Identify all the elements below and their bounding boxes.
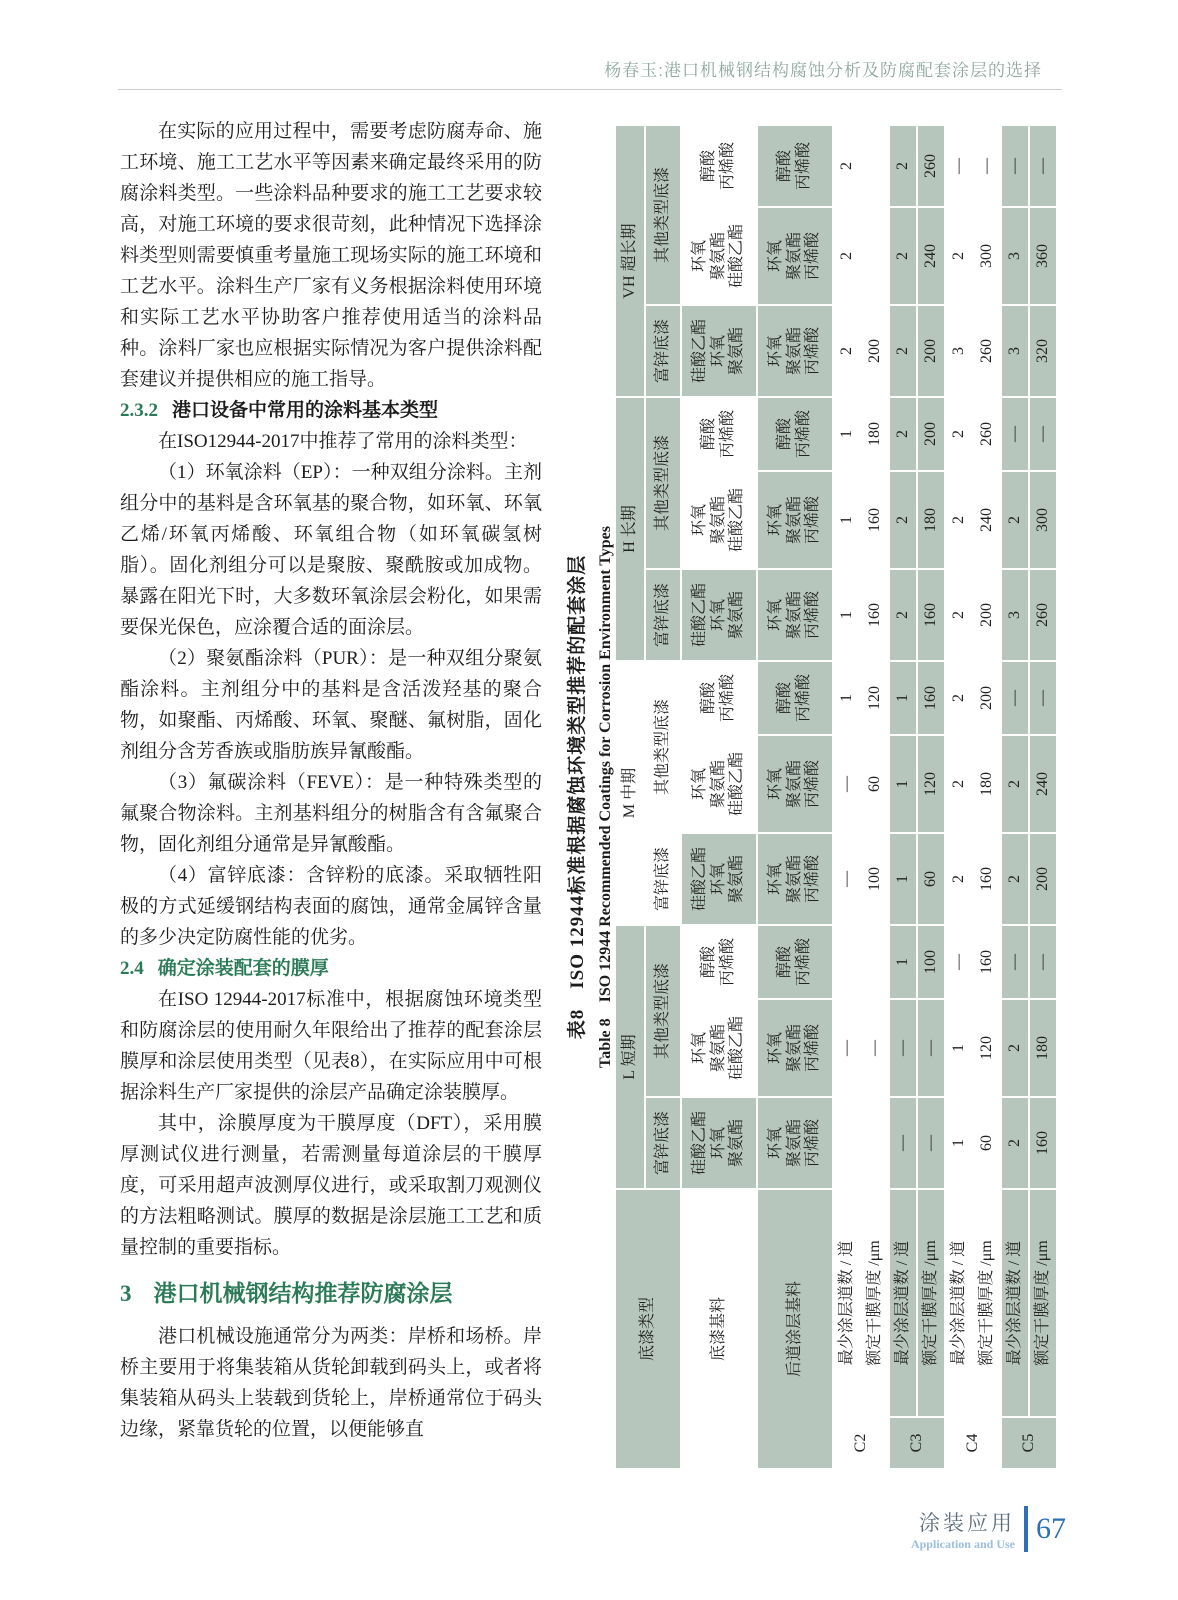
table-title-cn: 表8 ISO 12944标准根据腐蚀环境类型推荐的配套涂层 (566, 554, 588, 1040)
topcoat-base-cell: 醇酸 丙烯酸 (758, 926, 832, 998)
paragraph: （1）环氧涂料（EP）：一种双组分涂料。主剂组分中的基料是含环氧基的聚合物，如环氧、环氧乙烯/环氧丙烯酸、环氧组合物（如环氧碳氢树脂）。固化剂组分可以是聚胺、聚酰胺或加成物。暴露在阳光下时，大多数环氧涂层会粉化，如果需要保光保色，应涂覆合适的面涂层。 (120, 462, 542, 638)
value-dft: — (918, 1000, 944, 1096)
env-class-label: C3 (890, 1418, 944, 1468)
primer-base-cell: 醇酸 丙烯酸 (682, 662, 756, 734)
section-title: 确定涂装配套的膜厚 (157, 958, 329, 979)
running-title: 杨春玉:港口机械钢结构腐蚀分析及防腐配套涂层的选择 (604, 61, 1042, 80)
topcoat-base-cell: 环氧 聚氨酯 丙烯酸 (758, 570, 832, 660)
value-dft: 260 (918, 126, 944, 206)
row-label-dft: 额定干膜厚度 /μm (974, 1190, 1000, 1416)
value-min-coats: 1 (890, 662, 916, 734)
value-min-coats: 1 (834, 570, 860, 660)
value-dft: 200 (862, 306, 888, 396)
env-class-label: C2 (834, 1418, 888, 1468)
table-title-en: Table 8 ISO 12944 Recommended Coatings for Corrosion Environment Types (596, 526, 614, 1068)
primer-base-cell: 硅酸乙酯 环氧 聚氨酯 (682, 570, 756, 660)
primer-base-cell: 醇酸 丙烯酸 (682, 398, 756, 470)
value-dft: 120 (918, 736, 944, 832)
value-dft: 240 (1030, 736, 1056, 832)
value-min-coats: 2 (1002, 834, 1028, 924)
value-dft: 200 (974, 662, 1000, 734)
value-min-coats: 1 (890, 736, 916, 832)
value-dft: 320 (1030, 306, 1056, 396)
value-dft: 60 (974, 1098, 1000, 1188)
value-dft: 240 (918, 208, 944, 304)
value-min-coats: 3 (1002, 208, 1028, 304)
topcoat-base-cell: 环氧 聚氨酯 丙烯酸 (758, 208, 832, 304)
value-dft: 60 (918, 834, 944, 924)
topcoat-base-cell: 环氧 聚氨酯 丙烯酸 (758, 1000, 832, 1096)
value-dft: 200 (974, 570, 1000, 660)
section-number: 3 (120, 1281, 132, 1306)
topcoat-base-cell: 醇酸 丙烯酸 (758, 398, 832, 470)
value-dft: 160 (862, 570, 888, 660)
value-min-coats: — (1002, 398, 1028, 470)
value-min-coats: 2 (890, 208, 916, 304)
row-label-min-coats: 最少涂层道数 / 道 (890, 1190, 916, 1416)
row-label-dft: 额定干膜厚度 /μm (1030, 1190, 1056, 1416)
value-dft: 160 (974, 926, 1000, 998)
primer-base-cell: 环氧 聚氨酯 硅酸乙酯 (682, 736, 756, 832)
value-dft: 160 (918, 570, 944, 660)
journal-section-name (911, 1507, 1015, 1552)
value-dft: 100 (918, 926, 944, 998)
value-min-coats: 2 (1002, 736, 1028, 832)
value-min-coats: — (1002, 662, 1028, 734)
value-min-coats: 2 (890, 398, 916, 470)
value-dft: — (1030, 926, 1056, 998)
paragraph: 在实际的应用过程中，需要考虑防腐寿命、施工环境、施工工艺水平等因素来确定最终采用的防腐涂料类型。一些涂料品种要求的施工工艺要求较高，对施工环境的要求很苛刻，此种情况下选择涂料类型则需要慎重考量施工现场实际的施工环境和工艺水平。涂料生产厂家有义务根据涂料使用环境和实际工艺水平协助客户推荐使用适当的涂料品种。涂料厂家也应根据实际情况为客户提供涂料配套建议并提供相应的施工指导。 (120, 121, 542, 390)
value-min-coats: — (1002, 926, 1028, 998)
topcoat-base-cell: 环氧 聚氨酯 丙烯酸 (758, 1098, 832, 1188)
topcoat-base-cell: 环氧 聚氨酯 丙烯酸 (758, 736, 832, 832)
primer-base-cell: 环氧 聚氨酯 硅酸乙酯 (682, 208, 756, 304)
primer-base-cell: 环氧 聚氨酯 硅酸乙酯 (682, 472, 756, 568)
value-dft: — (918, 1098, 944, 1188)
value-dft: 160 (1030, 1098, 1056, 1188)
value-min-coats: 1 (834, 398, 860, 470)
value-min-coats: 2 (946, 662, 972, 734)
env-class-label: C4 (946, 1418, 1000, 1468)
primer-type-header: 其他类型底漆 (646, 662, 680, 832)
section-number: 2.4 (120, 958, 144, 979)
durability-header: H 长期 (616, 398, 644, 660)
primer-base-cell: 硅酸乙酯 环氧 聚氨酯 (682, 1098, 756, 1188)
section-heading-2-3-2 (120, 395, 542, 426)
paragraph: 在ISO12944-2017中推荐了常用的涂料类型： (158, 431, 528, 452)
value-min-coats: 2 (946, 834, 972, 924)
row-label-min-coats: 最少涂层道数 / 道 (946, 1190, 972, 1416)
value-min-coats: — (946, 126, 972, 206)
primer-type-header: 富锌底漆 (646, 834, 680, 924)
row-label-dft: 额定干膜厚度 /μm (862, 1190, 888, 1416)
value-dft: 180 (862, 398, 888, 470)
paragraph: （2）聚氨酯涂料（PUR）：是一种双组分聚氨酯涂料。主剂组分中的基料是含活泼羟基的聚合物，如聚酯、丙烯酸、环氧、聚醚、氟树脂，固化剂组分含芳香族或脂肪族异氰酸酯。 (120, 648, 542, 762)
paragraph: 其中，涂膜厚度为干膜厚度（DFT），采用膜厚测试仪进行测量，若需测量每道涂层的干膜厚度，可采用超声波测厚仪进行，或采取割刀观测仪的方法粗略测试。膜厚的数据是涂层施工工艺和质量控制的重要指标。 (120, 1113, 542, 1258)
value-min-coats: 2 (834, 126, 860, 206)
section-heading-2-4 (120, 953, 542, 984)
durability-header: M 中期 (616, 662, 644, 924)
primer-base-cell: 硅酸乙酯 环氧 聚氨酯 (682, 834, 756, 924)
row-label-topcoat-base: 后道涂层基料 (758, 1190, 832, 1468)
value-min-coats: 2 (834, 208, 860, 304)
primer-type-header: 其他类型底漆 (646, 398, 680, 568)
row-label-primer-base: 底漆基料 (682, 1190, 756, 1468)
primer-type-header: 富锌底漆 (646, 306, 680, 396)
value-dft: 240 (974, 472, 1000, 568)
coatings-table (616, 126, 1056, 1468)
value-dft: 200 (918, 306, 944, 396)
paragraph: （4）富锌底漆：含锌粉的底漆。采取牺牲阳极的方式延缓钢结构表面的腐蚀，通常金属锌含量的多少决定防腐性能的优劣。 (120, 865, 542, 948)
journal-section-cn: 涂装应用 (919, 1511, 1015, 1535)
value-dft: 260 (974, 398, 1000, 470)
value-dft: 260 (974, 306, 1000, 396)
value-dft: 180 (974, 736, 1000, 832)
value-min-coats: 1 (834, 662, 860, 734)
journal-section-en: Application and Use (910, 1536, 1015, 1551)
value-dft: 120 (862, 662, 888, 734)
value-dft: 160 (974, 834, 1000, 924)
topcoat-base-cell: 环氧 聚氨酯 丙烯酸 (758, 306, 832, 396)
corner-label-cell: 底漆类型 (616, 1190, 680, 1468)
value-dft: 60 (862, 736, 888, 832)
paragraph: 港口机械设施通常分为两类：岸桥和场桥。岸桥主要用于将集装箱从货轮卸载到码头上，或者将集装箱从码头上装载到货轮上，岸桥通常位于码头边缘，紧靠货轮的位置，以便能够直 (120, 1326, 542, 1440)
value-dft: 120 (974, 1000, 1000, 1096)
value-dft: 300 (1030, 472, 1056, 568)
page-number: 67 (1036, 1512, 1066, 1545)
value-dft: 200 (918, 398, 944, 470)
paragraph: （3）氟碳涂料（FEVE）：是一种特殊类型的氟聚合物涂料。主剂基料组分的树脂含有含氟聚合物，固化剂组分通常是异氰酸酯。 (120, 772, 542, 855)
value-min-coats: 1 (834, 472, 860, 568)
value-dft: 100 (862, 834, 888, 924)
value-min-coats: — (890, 1000, 916, 1096)
paragraph: 在ISO 12944-2017标准中，根据腐蚀环境类型和防腐涂层的使用耐久年限给出了推荐的配套涂层膜厚和涂层使用类型（见表8），在实际应用中可根据涂料生产厂家提供的涂层产品确定涂装膜厚。 (120, 989, 542, 1103)
value-min-coats: — (1002, 126, 1028, 206)
primer-base-cell: 醇酸 丙烯酸 (682, 126, 756, 206)
value-min-coats: 2 (946, 398, 972, 470)
value-min-coats: 1 (890, 834, 916, 924)
topcoat-base-cell: 醇酸 丙烯酸 (758, 662, 832, 734)
value-min-coats: 2 (890, 126, 916, 206)
value-dft: — (1030, 126, 1056, 206)
value-min-coats: 3 (1002, 570, 1028, 660)
value-dft (862, 208, 888, 304)
value-dft: — (1030, 662, 1056, 734)
value-dft: — (974, 126, 1000, 206)
value-dft (862, 126, 888, 206)
value-dft: 160 (918, 662, 944, 734)
value-min-coats (834, 926, 860, 998)
topcoat-base-cell: 环氧 聚氨酯 丙烯酸 (758, 472, 832, 568)
value-min-coats: 2 (890, 306, 916, 396)
value-min-coats: 2 (1002, 472, 1028, 568)
section-title: 港口设备中常用的涂料基本类型 (172, 400, 439, 421)
primer-type-header: 其他类型底漆 (646, 926, 680, 1096)
header-rule (118, 89, 1062, 90)
primer-type-header: 富锌底漆 (646, 1098, 680, 1188)
section-number: 2.3.2 (120, 400, 158, 421)
durability-header: L 短期 (616, 926, 644, 1188)
value-min-coats: 2 (1002, 1098, 1028, 1188)
row-label-min-coats: 最少涂层道数 / 道 (1002, 1190, 1028, 1416)
table-8-rotated-block (560, 126, 1058, 1468)
value-min-coats: — (834, 736, 860, 832)
table-8-titles (560, 126, 616, 1468)
value-dft: 260 (1030, 570, 1056, 660)
topcoat-base-cell: 环氧 聚氨酯 丙烯酸 (758, 834, 832, 924)
value-dft: 180 (918, 472, 944, 568)
value-min-coats: 2 (946, 208, 972, 304)
primer-type-header: 其他类型底漆 (646, 126, 680, 304)
value-min-coats: 2 (946, 472, 972, 568)
value-min-coats: 2 (890, 570, 916, 660)
article-text-column (120, 116, 542, 1445)
value-dft: — (1030, 398, 1056, 470)
value-dft (862, 926, 888, 998)
primer-base-cell: 醇酸 丙烯酸 (682, 926, 756, 998)
value-min-coats: 1 (946, 1000, 972, 1096)
value-min-coats: — (946, 926, 972, 998)
value-min-coats: 2 (946, 570, 972, 660)
row-label-dft: 额定干膜厚度 /μm (918, 1190, 944, 1416)
section-title: 港口机械钢结构推荐防腐涂层 (153, 1281, 453, 1306)
primer-base-cell: 环氧 聚氨酯 硅酸乙酯 (682, 1000, 756, 1096)
value-min-coats: 1 (946, 1098, 972, 1188)
value-dft: 160 (862, 472, 888, 568)
value-dft: 180 (1030, 1000, 1056, 1096)
value-min-coats: 2 (834, 306, 860, 396)
page-footer (911, 1506, 1066, 1552)
value-min-coats: — (834, 1000, 860, 1096)
value-min-coats: — (834, 834, 860, 924)
value-min-coats: 2 (946, 736, 972, 832)
value-min-coats: — (890, 1098, 916, 1188)
row-label-min-coats: 最少涂层道数 / 道 (834, 1190, 860, 1416)
value-dft: — (862, 1000, 888, 1096)
value-min-coats: 2 (1002, 1000, 1028, 1096)
value-min-coats: 3 (1002, 306, 1028, 396)
env-class-label: C5 (1002, 1418, 1056, 1468)
value-dft (862, 1098, 888, 1188)
value-dft: 300 (974, 208, 1000, 304)
value-min-coats (834, 1098, 860, 1188)
durability-header: VH 超长期 (616, 126, 644, 396)
value-dft: 360 (1030, 208, 1056, 304)
footer-accent-bar (1024, 1506, 1028, 1552)
value-dft: 200 (1030, 834, 1056, 924)
primer-base-cell: 硅酸乙酯 环氧 聚氨酯 (682, 306, 756, 396)
value-min-coats: 3 (946, 306, 972, 396)
primer-type-header: 富锌底漆 (646, 570, 680, 660)
topcoat-base-cell: 醇酸 丙烯酸 (758, 126, 832, 206)
section-heading-3 (120, 1276, 542, 1312)
value-min-coats: 1 (890, 926, 916, 998)
value-min-coats: 2 (890, 472, 916, 568)
